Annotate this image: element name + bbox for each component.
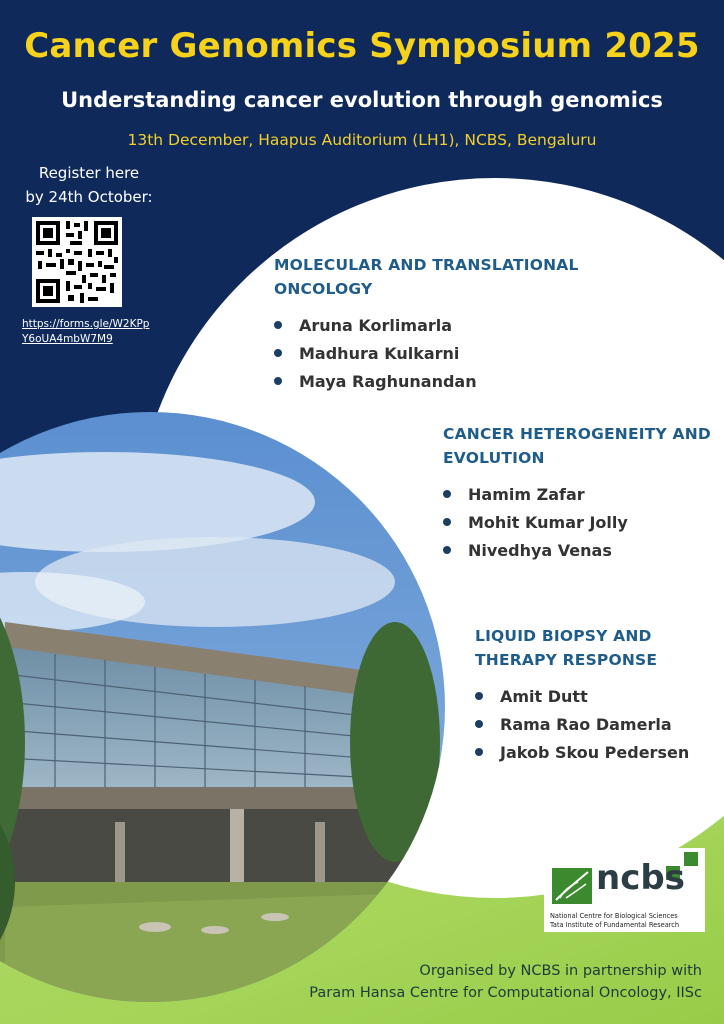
bullet-icon	[443, 518, 451, 526]
section-title: CANCER HETEROGENEITY AND EVOLUTION	[443, 425, 711, 467]
speaker-item	[475, 682, 695, 710]
section-title: MOLECULAR AND TRANSLATIONAL ONCOLOGY	[274, 256, 579, 298]
speaker-item	[443, 508, 723, 536]
logo-line-1: National Centre for Biological Sciences	[550, 912, 678, 920]
speaker-item	[443, 480, 723, 508]
logo-line-2: Tata Institute of Fundamental Research	[550, 921, 680, 929]
bullet-icon	[475, 720, 483, 728]
section-heterogeneity-evolution	[443, 422, 723, 564]
speaker-item	[475, 738, 695, 766]
speaker-name: Rama Rao Damerla	[500, 714, 672, 734]
logo-wordmark: ncbs	[596, 858, 685, 898]
speaker-name: Madhura Kulkarni	[299, 343, 460, 363]
bullet-icon	[274, 321, 282, 329]
speaker-item	[443, 536, 723, 564]
speaker-item	[475, 710, 695, 738]
register-line-2: by 24th October:	[25, 188, 153, 206]
organiser-line-1: Organised by NCBS in partnership with	[419, 963, 702, 979]
speaker-name: Nivedhya Venas	[468, 540, 612, 560]
speaker-name: Hamim Zafar	[468, 484, 585, 504]
ncbs-logo	[544, 848, 705, 932]
speaker-item	[274, 367, 604, 395]
speaker-name: Jakob Skou Pedersen	[500, 742, 690, 762]
bullet-icon	[475, 748, 483, 756]
speaker-name: Aruna Korlimarla	[299, 315, 453, 335]
bullet-icon	[475, 692, 483, 700]
speaker-name: Mohit Kumar Jolly	[468, 512, 628, 532]
event-title: Cancer Genomics Symposium 2025	[24, 26, 700, 66]
bullet-icon	[443, 546, 451, 554]
section-liquid-biopsy	[475, 624, 695, 766]
organiser-credit	[309, 960, 702, 1004]
speaker-name: Maya Raghunandan	[299, 371, 477, 391]
speaker-list	[475, 682, 695, 766]
bullet-icon	[274, 377, 282, 385]
speaker-list	[274, 311, 604, 395]
registration-link[interactable]: https://forms.gle/W2KPpY6oUA4mbW7M9	[22, 318, 150, 345]
register-line-1: Register here	[38, 164, 140, 182]
leaf-icon	[552, 868, 592, 904]
bullet-icon	[274, 349, 282, 357]
section-title: LIQUID BIOPSY AND THERAPY RESPONSE	[475, 627, 658, 669]
speaker-item	[274, 339, 604, 367]
speaker-name: Amit Dutt	[500, 686, 588, 706]
qr-code-icon[interactable]	[32, 217, 122, 307]
bullet-icon	[443, 490, 451, 498]
speaker-item	[274, 311, 604, 339]
speaker-list	[443, 480, 723, 564]
register-prompt	[14, 161, 164, 209]
organiser-line-2: Param Hansa Centre for Computational Oncology, IISc	[309, 985, 702, 1001]
event-date-venue: 13th December, Haapus Auditorium (LH1), NCBS, Bengaluru	[127, 131, 597, 149]
event-subtitle: Understanding cancer evolution through genomics	[61, 88, 663, 112]
section-molecular-oncology	[274, 253, 604, 395]
